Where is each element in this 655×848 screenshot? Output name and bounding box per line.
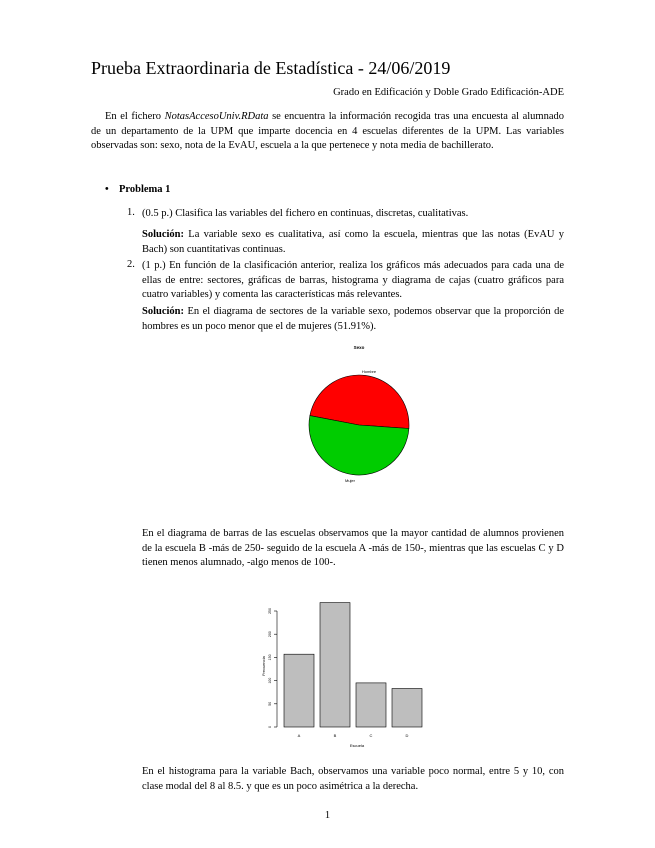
intro-paragraph bbox=[91, 110, 564, 154]
bar-a bbox=[284, 654, 314, 727]
problem-heading bbox=[105, 184, 170, 195]
item-number-2: 2. bbox=[127, 259, 135, 270]
solution-label-1: Solución: bbox=[142, 229, 185, 240]
bar-y-tick-label: 100 bbox=[268, 677, 272, 684]
bar-b bbox=[320, 603, 350, 727]
bar-label-a: A bbox=[297, 733, 301, 738]
bar-y-tick-label: 200 bbox=[268, 631, 272, 638]
item-number-1: 1. bbox=[127, 207, 135, 218]
item-text-1: (0.5 p.) Clasifica las variables del fichero en continuas, discretas, cualitativas. bbox=[142, 208, 469, 219]
intro-before: En el fichero bbox=[105, 111, 165, 122]
page-number: 1 bbox=[324, 810, 331, 821]
bar-ylabel: Frecuencia bbox=[261, 656, 266, 676]
hist-comment: En el histograma para la variable Bach, observamos una variable poco normal, entre 5 y 10, con clase modal del 8 al 8.5. y que es un poco asimétrica a la derecha. bbox=[142, 766, 564, 792]
solution-1 bbox=[142, 228, 564, 257]
bar-label-b: B bbox=[333, 733, 337, 738]
bar-chart bbox=[250, 596, 450, 756]
bar-d bbox=[392, 689, 422, 728]
file-name: NotasAccesoUniv.RData bbox=[164, 111, 269, 122]
bar-label-c: C bbox=[369, 733, 373, 738]
bar-c bbox=[356, 683, 386, 727]
pie-label-hombre: Hombre bbox=[361, 369, 377, 374]
solution-2 bbox=[142, 305, 564, 334]
bar-comment: En el diagrama de barras de las escuelas observamos que la mayor cantidad de alumnos provienen de la escuela B -más de 250- seguido de la escuela A -más de 150-, mientras que las escuelas C y D tienen menos alumnado, -algo menos de 100-. bbox=[142, 528, 564, 569]
course-subtitle: Grado en Edificación y Doble Grado Edificación-ADE bbox=[333, 87, 564, 98]
bar-y-tick-label: 150 bbox=[268, 654, 272, 661]
bar-label-d: D bbox=[405, 733, 409, 738]
item-text-2: (1 p.) En función de la clasificación anterior, realiza los gráficos más adecuados para cada una de ellas de entre: sectores, gráficas de barras, histograma y diagrama de cajas (cuatro gráficos para cuatro variables) y comenta las características más relevantes. bbox=[142, 260, 564, 301]
pie-title: Sexo bbox=[353, 345, 365, 350]
bar-y-tick-label: 0 bbox=[268, 726, 272, 728]
bullet-mark: • bbox=[105, 184, 109, 195]
pie-label-mujer: Mujer bbox=[344, 478, 356, 483]
page-title: Prueba Extraordinaria de Estadística - 24/06/2019 bbox=[91, 58, 451, 78]
problem-heading-text: Problema 1 bbox=[119, 184, 171, 195]
solution-text-1: La variable sexo es cualitativa, así como la escuela, mientras que las notas (EvAU y Bach) son cuantitativas continuas. bbox=[142, 229, 564, 255]
intro-after: se encuentra la información recogida tras una encuesta al alumnado de un departamento de la UPM que imparte docencia en 4 escuelas diferentes de la UPM. Las variables observadas son: sexo, nota de la EvAU, escuela a la que pertenece y nota media de bachillerato. bbox=[91, 111, 564, 152]
pie-chart bbox=[290, 340, 430, 490]
solution-label-2: Solución: bbox=[142, 306, 185, 317]
bar-xlabel: Escuela bbox=[349, 743, 365, 748]
bar-y-tick-label: 50 bbox=[268, 701, 272, 706]
solution-text-2: En el diagrama de sectores de la variable sexo, podemos observar que la proporción de hombres es un poco menor que el de mujeres (51.91%). bbox=[142, 306, 564, 332]
bar-y-tick-label: 250 bbox=[268, 608, 272, 614]
